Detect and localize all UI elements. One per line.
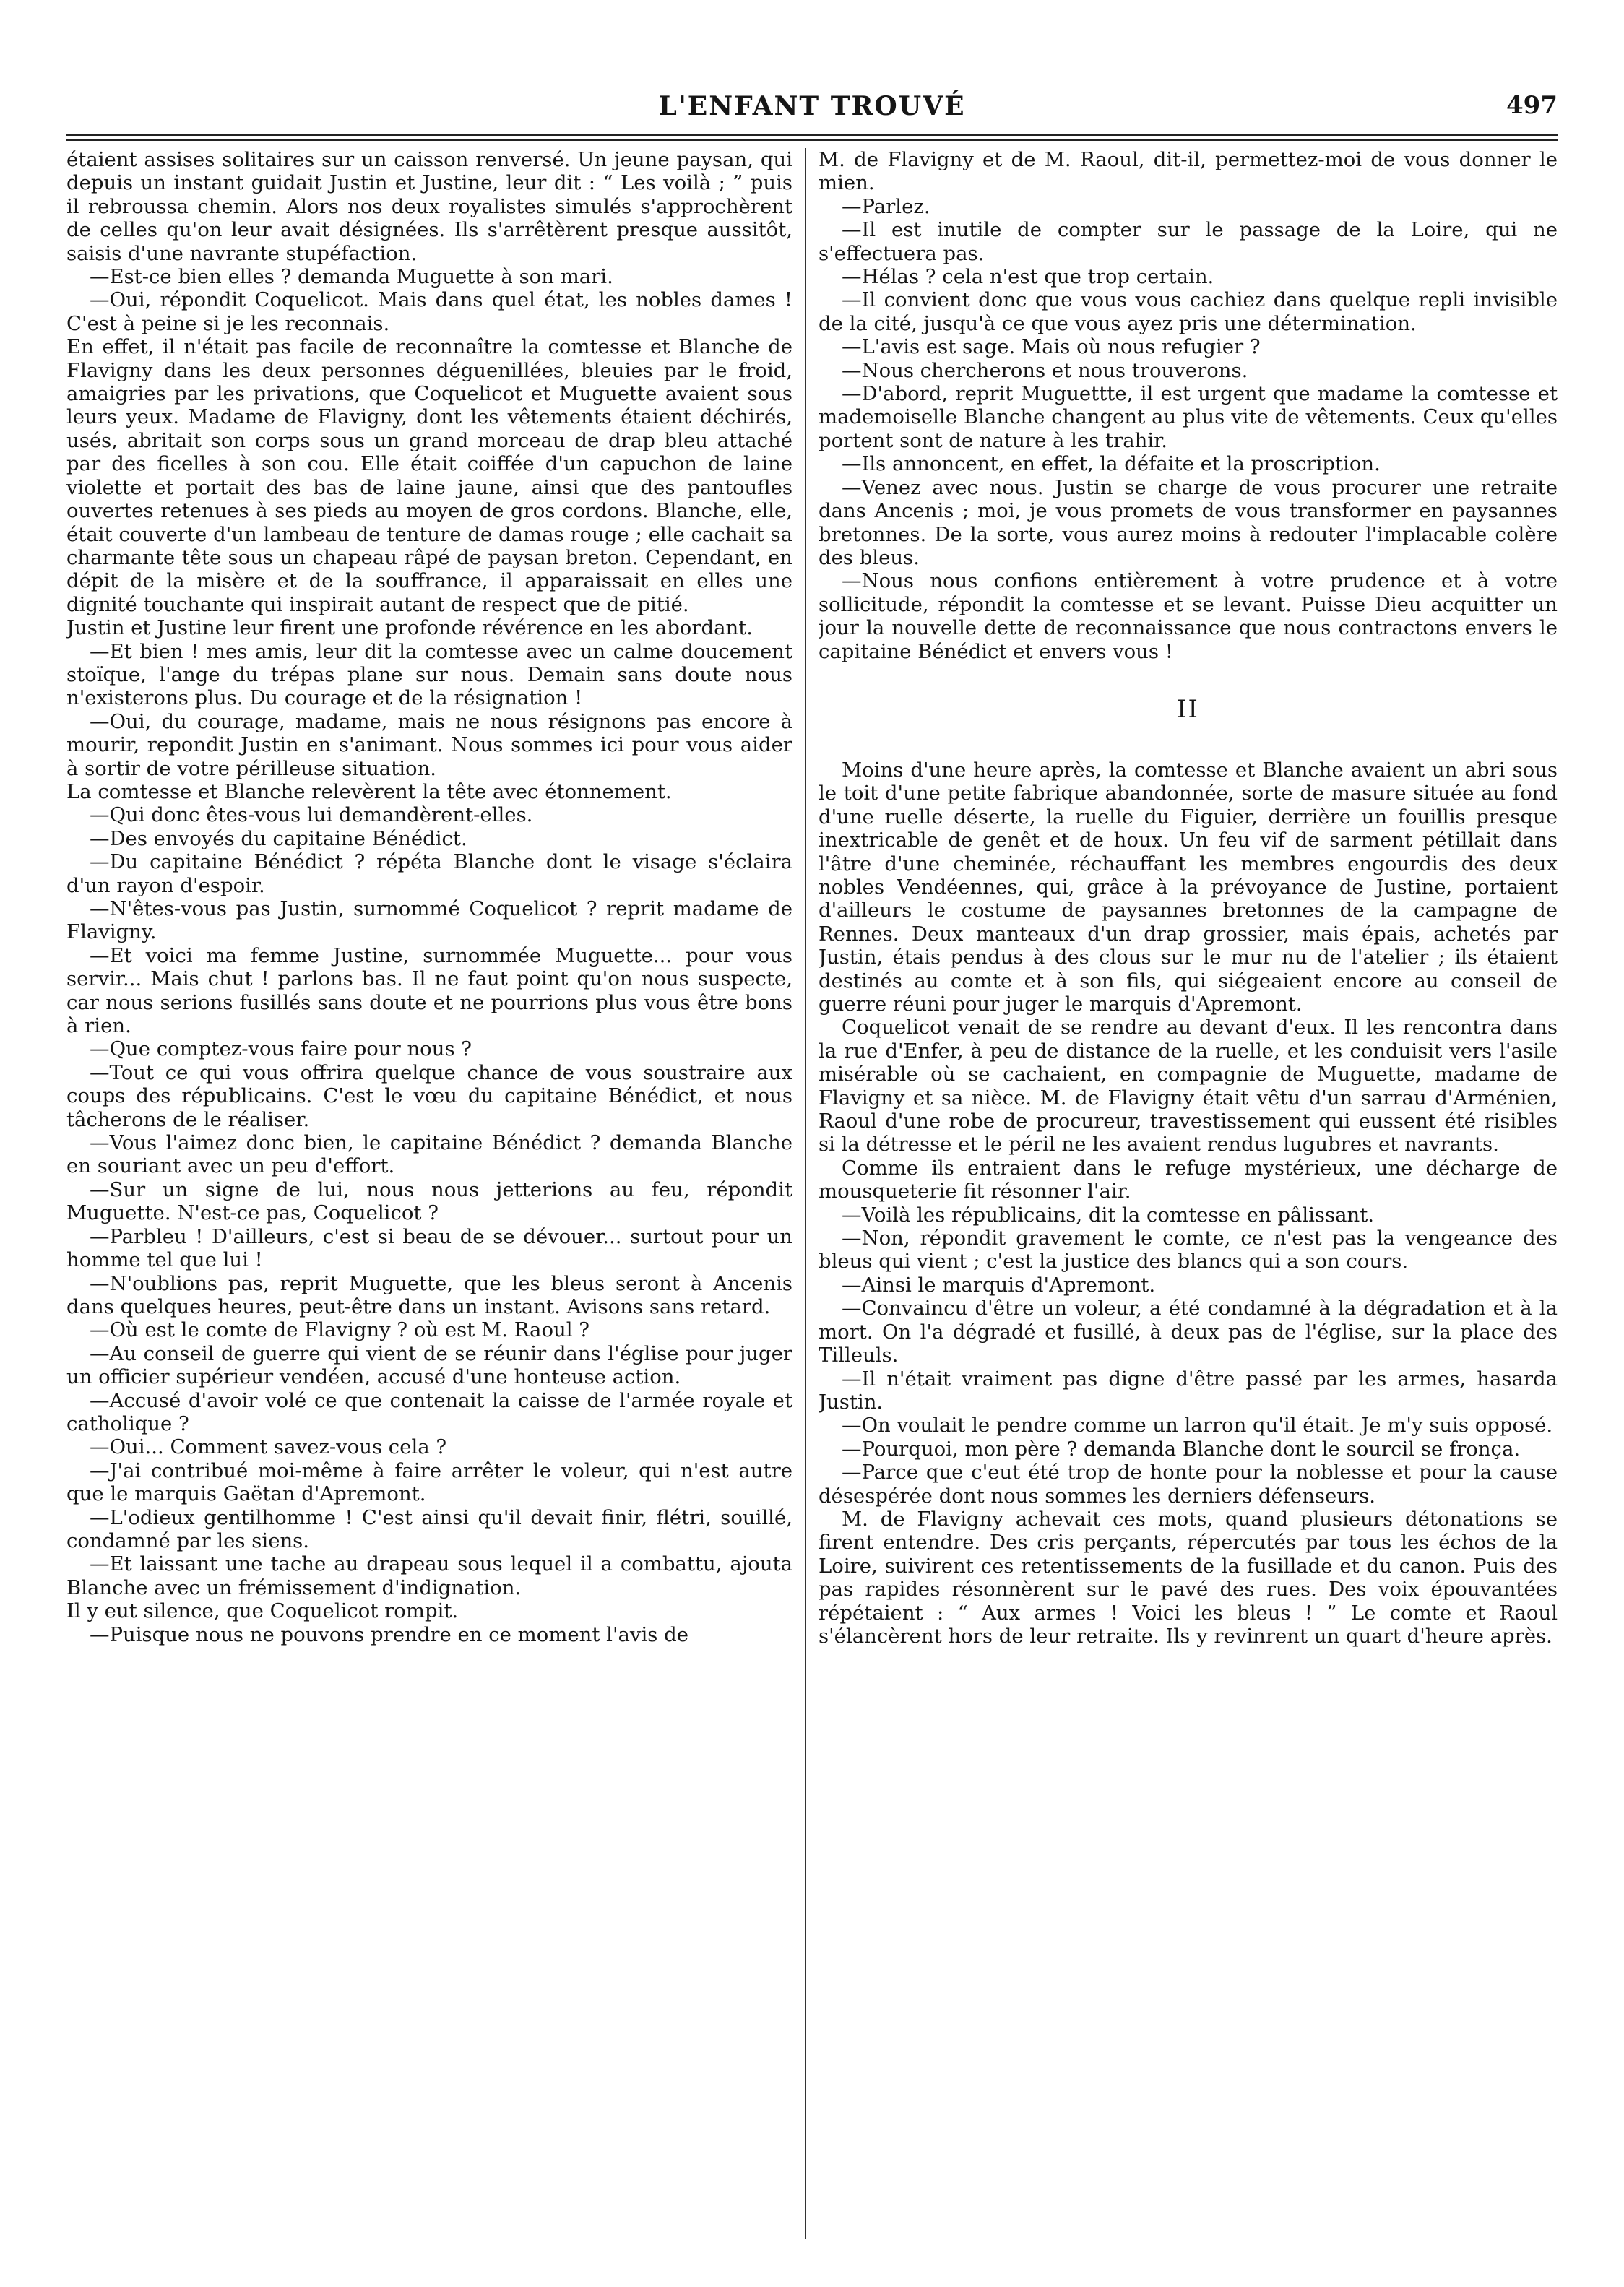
paragraph: —Non, répondit gravement le comte, ce n'est pas la vengeance des bleus qui vient ; c'est la justice des blancs qui a son cours. — [819, 1227, 1558, 1274]
paragraph: —Oui, répondit Coquelicot. Mais dans quel état, les nobles dames ! C'est à peine si je les reconnais. — [66, 288, 792, 335]
paragraph: —On voulait le pendre comme un larron qu'il était. Je m'y suis opposé. — [842, 1414, 1553, 1438]
paragraph: Il y eut silence, que Coquelicot rompit. — [66, 1599, 459, 1623]
paragraph: —Ils annoncent, en effet, la défaite et la proscription. — [842, 452, 1381, 476]
paragraph: En effet, il n'était pas facile de reconnaître la comtesse et Blanche de Flavigny dans les deux personnes déguenillées, bleuies par le froid, amaigries par les privations, que Coquelicot et Muguette avaient sous leurs yeux. Madame de Flavigny, dont les vêtements étaient déchirés, usés, abritait son corps sous un grand morceau de drap bleu attaché par des ficelles à son cou. Elle était coiffée d'un capuchon de laine violette et portait des bas de laine jaune, ainsi que des pantoufles ouvertes retenues à ses pieds au moyen de gros cordons. Blanche, elle, était couverte d'un lambeau de tenture de damas rouge ; elle cachait sa charmante tête sous un chapeau râpé de paysan breton. Cependant, en dépit de la misère et de la souffrance, il apparaissait en elles une dignité touchante qui inspirait autant de respect que de pitié. — [66, 335, 792, 616]
paragraph: —Pourquoi, mon père ? demanda Blanche dont le sourcil se fronça. — [842, 1437, 1521, 1461]
paragraph: —Voilà les républicains, dit la comtesse en pâlissant. — [842, 1203, 1375, 1227]
column-divider — [805, 148, 806, 2239]
paragraph: —Et voici ma femme Justine, surnommée Muguette... pour vous servir... Mais chut ! parlons bas. Il ne faut point qu'on nous suspecte, car nous serions fusillés sans doute et ne pourrions plus vous être bons à rien. — [66, 943, 792, 1038]
paragraph: —N'oublions pas, reprit Muguette, que les bleus seront à Ancenis dans quelques heures, peut-être dans un instant. Avisons sans retard. — [66, 1271, 792, 1318]
paragraph: —Des envoyés du capitaine Bénédict. — [90, 826, 467, 850]
paragraph: —N'êtes-vous pas Justin, surnommé Coquelicot ? reprit madame de Flavigny. — [66, 897, 792, 944]
paragraph: —Parbleu ! D'ailleurs, c'est si beau de se dévouer... surtout pour un homme tel que lui ! — [66, 1224, 792, 1272]
paragraph: —Hélas ? cela n'est que trop certain. — [842, 265, 1214, 289]
paragraph: La comtesse et Blanche relevèrent la tête avec étonnement. — [66, 779, 672, 803]
paragraph: Comme ils entraient dans le refuge mystérieux, une décharge de mousqueterie fit résonner l'air. — [819, 1156, 1558, 1203]
paragraph: —Venez avec nous. Justin se charge de vous procurer une retraite dans Ancenis ; moi, je vous promets de vous transformer en paysannes bretonnes. De la sorte, vous aurez moins à redouter l'implacable colère des bleus. — [819, 475, 1558, 569]
paragraph: —Oui, du courage, madame, mais ne nous résignons pas encore à mourir, repondit Justin en s'animant. Nous sommes ici pour vous aider à sortir de votre périlleuse situation. — [66, 709, 792, 780]
paragraph: —Convaincu d'être un voleur, a été condamné à la dégradation et à la mort. On l'a dégradé et fusillé, à deux pas de l'église, sur la place des Tilleuls. — [819, 1297, 1558, 1367]
paragraph: —Qui donc êtes-vous lui demandèrent-elles. — [90, 803, 533, 827]
paragraph: —Où est le comte de Flavigny ? où est M. Raoul ? — [90, 1318, 589, 1342]
paragraph: —Vous l'aimez donc bien, le capitaine Bénédict ? demanda Blanche en souriant avec un peu d'effort. — [66, 1131, 792, 1178]
paragraph: —Il n'était vraiment pas digne d'être passé par les armes, hasarda Justin. — [819, 1367, 1558, 1414]
paragraph: —Sur un signe de lui, nous nous jetterions au feu, répondit Muguette. N'est-ce pas, Coquelicot ? — [66, 1177, 792, 1225]
paragraph: Justin et Justine leur firent une profonde révérence en les abordant. — [66, 616, 753, 640]
paragraph: Coquelicot venait de se rendre au devant d'eux. Il les rencontra dans la rue d'Enfer, à peu de distance de la ruelle, et les conduisit vers l'asile misérable où se cachaient, en compagnie de Muguette, madame de Flavigny et sa nièce. M. de Flavigny était vêtu d'un sarrau d'Arménien, Raoul d'une robe de procureur, travestissement qui eussent été risibles si la détresse et le péril ne les avaient rendus lugubres et navrants. — [819, 1016, 1558, 1157]
paragraph: Moins d'une heure après, la comtesse et Blanche avaient un abri sous le toit d'une petite fabrique abandonnée, sorte de masure située au fond d'une ruelle déserte, la ruelle du Figuier, derrière un fouillis presque inextricable de genêt et de houx. Un feu vif de sarment pétillait dans l'âtre d'une cheminée, réchauffant les membres engourdis des deux nobles Vendéennes, qui, grâce à la prévoyance de Justine, portaient d'ailleurs le costume de paysannes bretonnes de la campagne de Rennes. Deux manteaux d'un drap grossier, mais épais, achetés par Justin, étais pendus à des clous sur le mur nu de l'atelier ; ils étaient destinés au comte et à son fils, qui siégeaient encore au conseil de guerre réuni pour juger le marquis d'Apremont. — [819, 758, 1558, 1016]
paragraph: —Au conseil de guerre qui vient de se réunir dans l'église pour juger un officier supérieur vendéen, accusé d'une honteuse action. — [66, 1341, 792, 1389]
paragraph: —L'odieux gentilhomme ! C'est ainsi qu'il devait finir, flétri, souillé, condamné par les siens. — [66, 1505, 792, 1552]
paragraph: —Parlez. — [842, 194, 930, 218]
running-title: L'ENFANT TROUVÉ — [658, 91, 966, 121]
paragraph: —Ainsi le marquis d'Apremont. — [842, 1273, 1156, 1297]
paragraph: —Du capitaine Bénédict ? répéta Blanche dont le visage s'éclaira d'un rayon d'espoir. — [66, 850, 792, 897]
page-number: 497 — [1506, 91, 1558, 120]
right-column-bottom — [819, 758, 1558, 1648]
paragraph: —Parce que c'eut été trop de honte pour la noblesse et pour la cause désespérée dont nous sommes les derniers défenseurs. — [819, 1461, 1558, 1508]
paragraph: —D'abord, reprit Muguettte, il est urgent que madame la comtesse et mademoiselle Blanche changent au plus vite de vêtements. Ceux qu'elles portent sont de nature à les trahir. — [819, 382, 1558, 452]
header-rule-top — [66, 134, 1558, 136]
right-column — [819, 148, 1558, 2239]
paragraph: —L'avis est sage. Mais où nous refugier ? — [842, 335, 1261, 359]
header-rule-bottom — [66, 139, 1558, 141]
paragraph: M. de Flavigny et de M. Raoul, dit-il, permettez-moi de vous donner le mien. — [819, 148, 1558, 195]
paragraph: —Que comptez-vous faire pour nous ? — [90, 1037, 472, 1061]
paragraph: étaient assises solitaires sur un caisson renversé. Un jeune paysan, qui depuis un instant guidait Justin et Justine, leur dit : “ Les voilà ; ” puis il rebroussa chemin. Alors nos deux royalistes simulés s'approchèrent de celles qu'on leur avait désignées. Ils s'arrêtèrent presque aussitôt, saisis d'une navrante stupéfaction. — [66, 148, 792, 265]
paragraph: —Et bien ! mes amis, leur dit la comtesse avec un calme doucement stoïque, l'ange du trépas plane sur nous. Demain sans doute nous n'existerons plus. Du courage et de la résignation ! — [66, 639, 792, 710]
paragraph: —Oui... Comment savez-vous cela ? — [90, 1435, 447, 1459]
right-column-top — [819, 148, 1558, 663]
left-column — [66, 148, 792, 2239]
paragraph: —Et laissant une tache au drapeau sous lequel il a combattu, ajouta Blanche avec un frémissement d'indignation. — [66, 1552, 792, 1599]
paragraph: —Tout ce qui vous offrira quelque chance de vous soustraire aux coups des républicains. C'est le vœu du capitaine Bénédict, et nous tâcherons de le réaliser. — [66, 1060, 792, 1131]
paragraph: M. de Flavigny achevait ces mots, quand plusieurs détonations se firent entendre. Des cris perçants, répercutés par tous les échos de la Loire, suivirent ces retentissements de la fusillade et du canon. Puis des pas rapides résonnèrent sur le pavé des rues. Des voix épouvantées répétaient : “ Aux armes ! Voici les bleus ! ” Le comte et Raoul s'élancèrent hors de leur retraite. Ils y revinrent un quart d'heure après. — [819, 1507, 1558, 1648]
section-heading: II — [1177, 694, 1199, 724]
running-head — [66, 91, 1558, 131]
paragraph: —Accusé d'avoir volé ce que contenait la caisse de l'armée royale et catholique ? — [66, 1388, 792, 1435]
paragraph: —Nous nous confions entièrement à votre prudence et à votre sollicitude, répondit la comtesse et se levant. Puisse Dieu acquitter un jour la nouvelle dette de reconnaissance que nous contractons envers le capitaine Bénédict et envers vous ! — [819, 569, 1558, 663]
paragraph: —J'ai contribué moi-même à faire arrêter le voleur, qui n'est autre que le marquis Gaëtan d'Apremont. — [66, 1458, 792, 1506]
paragraph: —Nous chercherons et nous trouverons. — [842, 358, 1248, 382]
paragraph: —Il convient donc que vous vous cachiez dans quelque repli invisible de la cité, jusqu'à ce que vous ayez pris une détermination. — [819, 288, 1558, 335]
paragraph: —Il est inutile de compter sur le passage de la Loire, qui ne s'effectuera pas. — [819, 218, 1558, 265]
paragraph: —Puisque nous ne pouvons prendre en ce moment l'avis de — [90, 1622, 688, 1646]
paragraph: —Est-ce bien elles ? demanda Muguette à son mari. — [90, 265, 613, 289]
